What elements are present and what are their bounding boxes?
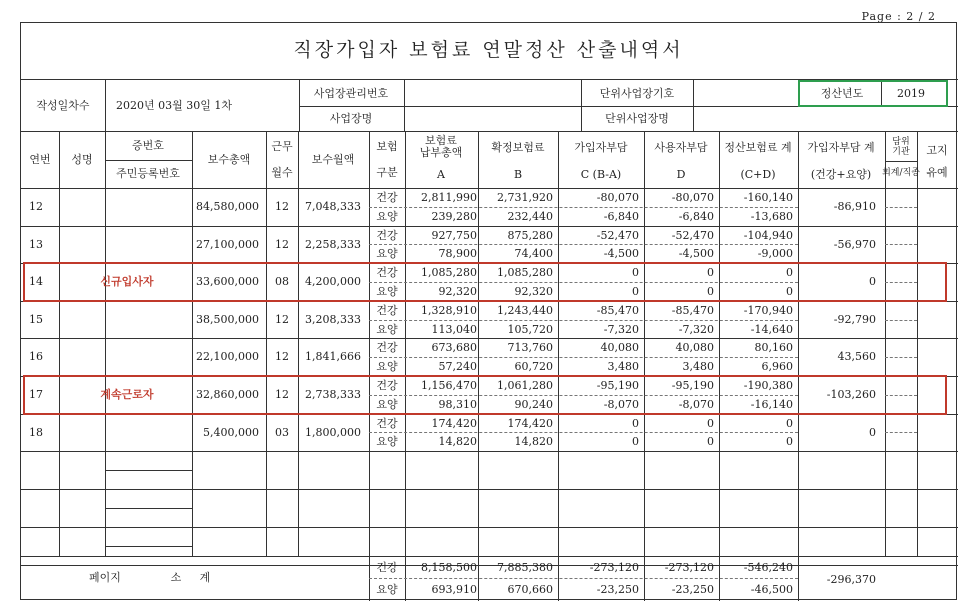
row-care-value: -13,680 bbox=[750, 209, 793, 223]
year-label: 정산년도 bbox=[820, 87, 864, 100]
row-health-value: -95,190 bbox=[596, 379, 639, 392]
row-care-value: 74,400 bbox=[514, 247, 553, 261]
row-care-value: 0 bbox=[786, 285, 793, 298]
row-health-value: 0 bbox=[786, 266, 793, 280]
col-paid-mid: 납부총액 bbox=[419, 146, 463, 159]
row-divider bbox=[21, 226, 958, 227]
row-care-value: 232,440 bbox=[507, 209, 553, 223]
row-care-value: 0 bbox=[707, 285, 714, 298]
row-ins-care: 요양 bbox=[376, 209, 398, 223]
rule-h bbox=[21, 556, 958, 557]
row-months: 12 bbox=[275, 312, 289, 326]
rule-v bbox=[885, 131, 886, 556]
rule-dashed bbox=[885, 207, 917, 208]
col-ins-bottom: 구분 bbox=[376, 166, 398, 179]
row-total-pay: 5,400,000 bbox=[203, 425, 259, 439]
rule-dashed bbox=[885, 432, 917, 433]
rule-v bbox=[405, 131, 406, 556]
row-total-pay: 22,100,000 bbox=[196, 350, 259, 364]
col-name: 성명 bbox=[71, 153, 93, 166]
row-care-value: -6,840 bbox=[678, 209, 714, 223]
subtotal-care-value: -23,250 bbox=[671, 583, 714, 596]
row-total-pay: 27,100,000 bbox=[196, 237, 259, 251]
row-health-value: 2,731,920 bbox=[497, 191, 553, 204]
col-agency-mid: 기관 bbox=[892, 147, 910, 157]
subtotal-care-value: 670,660 bbox=[507, 583, 553, 596]
year-value: 2019 bbox=[897, 87, 925, 100]
row-health-value: -170,940 bbox=[743, 303, 793, 317]
row-health-value: -104,940 bbox=[743, 228, 793, 242]
row-health-value: 1,085,280 bbox=[497, 266, 553, 280]
subtotal-sum: -296,370 bbox=[826, 573, 876, 586]
row-health-value: -85,470 bbox=[671, 303, 714, 317]
rule-dashed bbox=[885, 244, 917, 245]
row-monthly-pay: 2,258,333 bbox=[305, 237, 361, 251]
row-sub-total: -56,970 bbox=[833, 237, 876, 251]
row-ins-care: 요양 bbox=[376, 322, 398, 336]
biz-mgmt-label: 사업장관리번호 bbox=[313, 87, 389, 100]
col-id: 증번호 bbox=[132, 139, 164, 152]
col-ins-top: 보험 bbox=[376, 140, 398, 153]
col-months-top: 근무 bbox=[271, 140, 293, 153]
row-sub-total: 0 bbox=[869, 425, 876, 439]
rule-v bbox=[192, 131, 193, 556]
row-health-value: -52,470 bbox=[671, 228, 714, 242]
rule-v bbox=[59, 131, 60, 556]
row-seq: 15 bbox=[29, 312, 43, 326]
row-months: 12 bbox=[275, 237, 289, 251]
subtotal-health-value: -273,120 bbox=[589, 561, 639, 574]
col-notice-bottom: 유예 bbox=[926, 166, 948, 179]
col-months-bottom: 월수 bbox=[271, 166, 293, 179]
row-health-value: -95,190 bbox=[671, 379, 714, 392]
row-care-value: -4,500 bbox=[603, 247, 639, 261]
row-ins-care: 요양 bbox=[376, 397, 398, 411]
empty-row-divider bbox=[105, 470, 192, 471]
row-ins-health: 건강 bbox=[376, 191, 398, 204]
row-care-value: 14,820 bbox=[514, 435, 553, 449]
rule-v bbox=[299, 79, 300, 131]
document-title: 직장가입자 보험료 연말정산 산출내역서 bbox=[293, 39, 684, 61]
row-sub-total: -92,790 bbox=[833, 312, 876, 326]
row-total-pay: 38,500,000 bbox=[196, 312, 259, 326]
row-monthly-pay: 2,738,333 bbox=[305, 388, 361, 401]
row-months: 12 bbox=[275, 350, 289, 364]
rule-h bbox=[21, 188, 958, 189]
row-seq: 12 bbox=[29, 200, 43, 213]
subtotal-health-value: 7,885,380 bbox=[497, 561, 553, 574]
row-care-value: -8,070 bbox=[603, 397, 639, 411]
row-care-value: 60,720 bbox=[514, 360, 553, 374]
highlight-box-row bbox=[23, 262, 947, 302]
col-total-pay: 보수총액 bbox=[207, 153, 251, 166]
row-seq: 17 bbox=[29, 388, 43, 401]
rule-v bbox=[369, 131, 370, 556]
row-months: 08 bbox=[275, 275, 289, 289]
row-monthly-pay: 1,800,000 bbox=[305, 425, 361, 439]
col-agency-top: 담위 bbox=[892, 137, 910, 147]
row-health-value: 875,280 bbox=[507, 228, 553, 242]
rule-h bbox=[105, 160, 192, 161]
col-monthly-pay: 보수월액 bbox=[311, 153, 355, 166]
row-ins-health: 건강 bbox=[376, 341, 398, 355]
row-ins-health: 건강 bbox=[376, 228, 398, 242]
rule-v bbox=[478, 131, 479, 556]
row-health-value: 2,811,990 bbox=[421, 191, 477, 204]
row-sub-total: -103,260 bbox=[826, 388, 876, 401]
row-total-pay: 33,600,000 bbox=[196, 275, 259, 289]
row-sub-total: -86,910 bbox=[833, 200, 876, 213]
subtotal-care-value: -46,500 bbox=[750, 583, 793, 596]
row-care-value: -7,320 bbox=[678, 322, 714, 336]
row-health-value: -80,070 bbox=[671, 191, 714, 204]
col-confirmed-letter: B bbox=[513, 168, 523, 181]
row-care-value: 105,720 bbox=[507, 322, 553, 336]
row-monthly-pay: 1,841,666 bbox=[305, 350, 361, 364]
row-care-value: 0 bbox=[786, 435, 793, 449]
rule-v bbox=[105, 79, 106, 131]
rule-v bbox=[798, 556, 799, 601]
col-subscriber: 가입자부담 bbox=[574, 141, 628, 154]
col-settle-letter: (C+D) bbox=[740, 168, 776, 181]
row-health-value: 1,156,470 bbox=[421, 379, 477, 392]
row-monthly-pay: 4,200,000 bbox=[305, 275, 361, 289]
row-care-value: 92,320 bbox=[438, 285, 477, 298]
biz-name-label: 사업장명 bbox=[329, 112, 373, 125]
row-health-value: 40,080 bbox=[675, 341, 714, 355]
row-seq: 16 bbox=[29, 350, 43, 364]
col-confirmed: 확정보험료 bbox=[491, 141, 545, 154]
row-care-value: 0 bbox=[632, 285, 639, 298]
rule-dashed bbox=[885, 357, 917, 358]
rule-v bbox=[581, 79, 582, 131]
row-care-value: -6,840 bbox=[603, 209, 639, 223]
row-health-value: 174,420 bbox=[507, 416, 553, 430]
row-seq: 14 bbox=[29, 275, 43, 289]
row-seq: 18 bbox=[29, 425, 43, 439]
row-health-value: 1,061,280 bbox=[497, 379, 553, 392]
subtotal-care-value: -23,250 bbox=[596, 583, 639, 596]
rule-v bbox=[266, 131, 267, 556]
row-care-value: -4,500 bbox=[678, 247, 714, 261]
rule-dashed bbox=[369, 357, 798, 358]
subtotal-label-a: 페이지 bbox=[89, 571, 121, 584]
row-ins-health: 건강 bbox=[376, 416, 398, 430]
unit-name-label: 단위사업장명 bbox=[605, 112, 669, 125]
rule-dashed bbox=[369, 207, 798, 208]
row-monthly-pay: 7,048,333 bbox=[305, 200, 361, 213]
row-health-value: -80,070 bbox=[596, 191, 639, 204]
row-care-value: 57,240 bbox=[438, 360, 477, 374]
row-health-value: 1,085,280 bbox=[421, 266, 477, 280]
row-health-value: 927,750 bbox=[431, 228, 477, 242]
row-sub-total: 0 bbox=[869, 275, 876, 289]
row-care-value: 3,480 bbox=[682, 360, 714, 374]
row-sub-total: 43,560 bbox=[837, 350, 876, 364]
row-months: 03 bbox=[275, 425, 289, 439]
settlement-sheet bbox=[20, 22, 957, 600]
row-name: 신규입사자 bbox=[100, 275, 154, 289]
col-settle: 정산보험료 계 bbox=[724, 141, 792, 154]
highlight-box-row bbox=[23, 375, 947, 415]
row-monthly-pay: 3,208,333 bbox=[305, 312, 361, 326]
row-ins-care: 요양 bbox=[376, 247, 398, 261]
rule-h bbox=[21, 131, 958, 132]
row-care-value: 90,240 bbox=[514, 397, 553, 411]
row-ins-health: 건강 bbox=[376, 266, 398, 280]
row-care-value: 78,900 bbox=[438, 247, 477, 261]
row-health-value: 673,680 bbox=[431, 341, 477, 355]
row-divider bbox=[21, 338, 958, 339]
row-care-value: 0 bbox=[632, 435, 639, 449]
row-name: 계속근로자 bbox=[100, 388, 154, 401]
created-value: 2020년 03월 30일 1차 bbox=[116, 99, 232, 112]
empty-row-divider bbox=[105, 546, 192, 547]
subtotal-label-b: 소 bbox=[170, 571, 182, 584]
col-sub-total-sub: (건강+요양) bbox=[810, 168, 872, 181]
col-resident-id: 주민등록번호 bbox=[116, 167, 180, 180]
row-care-value: -7,320 bbox=[603, 322, 639, 336]
rule-v bbox=[693, 79, 694, 131]
rule-dashed bbox=[369, 578, 798, 579]
subtotal-health-value: -546,240 bbox=[743, 561, 793, 574]
row-health-value: -190,380 bbox=[743, 379, 793, 392]
row-health-value: 0 bbox=[632, 266, 639, 280]
row-seq: 13 bbox=[29, 237, 43, 251]
rule-v bbox=[917, 131, 918, 556]
rule-v bbox=[558, 131, 559, 556]
created-label: 작성일차수 bbox=[36, 99, 90, 112]
row-ins-care: 요양 bbox=[376, 435, 398, 449]
subtotal-ins-health: 건강 bbox=[376, 561, 398, 574]
row-health-value: 0 bbox=[786, 416, 793, 430]
row-total-pay: 32,860,000 bbox=[196, 388, 259, 401]
row-health-value: -160,140 bbox=[743, 191, 793, 204]
subtotal-ins-care: 요양 bbox=[376, 583, 398, 596]
rule-dashed bbox=[885, 320, 917, 321]
row-health-value: 174,420 bbox=[431, 416, 477, 430]
row-health-value: 80,160 bbox=[754, 341, 793, 355]
row-care-value: 92,320 bbox=[514, 285, 553, 298]
rule-h bbox=[885, 161, 917, 162]
row-ins-health: 건강 bbox=[376, 303, 398, 317]
empty-row-divider bbox=[21, 565, 958, 566]
page-number: Page : 2 / 2 bbox=[861, 10, 936, 23]
subtotal-care-value: 693,910 bbox=[431, 583, 477, 596]
unit-code-label: 단위사업장기호 bbox=[599, 87, 675, 100]
row-ins-care: 요양 bbox=[376, 285, 398, 298]
year-highlight-box bbox=[798, 80, 948, 107]
row-care-value: -14,640 bbox=[750, 322, 793, 336]
rule-dashed bbox=[369, 244, 798, 245]
col-sub-total: 가입자부담 계 bbox=[807, 141, 875, 154]
row-care-value: 6,960 bbox=[761, 360, 793, 374]
row-health-value: 0 bbox=[707, 416, 714, 430]
row-ins-health: 건강 bbox=[376, 379, 398, 392]
row-health-value: -52,470 bbox=[596, 228, 639, 242]
subtotal-label-c: 계 bbox=[199, 571, 211, 584]
row-care-value: 0 bbox=[707, 435, 714, 449]
row-health-value: -85,470 bbox=[596, 303, 639, 317]
empty-row-divider bbox=[105, 508, 192, 509]
row-care-value: 239,280 bbox=[431, 209, 477, 223]
rule-v bbox=[719, 131, 720, 556]
rule-dashed bbox=[369, 320, 798, 321]
rule-v bbox=[798, 131, 799, 556]
rule-v bbox=[404, 79, 405, 131]
row-months: 12 bbox=[275, 200, 289, 213]
row-health-value: 0 bbox=[632, 416, 639, 430]
row-care-value: 14,820 bbox=[438, 435, 477, 449]
row-ins-care: 요양 bbox=[376, 360, 398, 374]
row-total-pay: 84,580,000 bbox=[196, 200, 259, 213]
row-care-value: 98,310 bbox=[438, 397, 477, 411]
row-care-value: 113,040 bbox=[431, 322, 477, 336]
row-care-value: 3,480 bbox=[607, 360, 639, 374]
rule-v bbox=[644, 131, 645, 556]
rule-v bbox=[298, 131, 299, 556]
rule-dashed bbox=[369, 432, 798, 433]
row-health-value: 40,080 bbox=[600, 341, 639, 355]
row-health-value: 1,328,910 bbox=[421, 303, 477, 317]
col-paid-top: 보험료 bbox=[425, 134, 457, 147]
row-care-value: -16,140 bbox=[750, 397, 793, 411]
col-employer: 사용자부담 bbox=[654, 141, 708, 154]
row-health-value: 0 bbox=[707, 266, 714, 280]
col-agency-bottom: 회계/직종 bbox=[882, 168, 920, 178]
row-health-value: 1,243,440 bbox=[497, 303, 553, 317]
empty-row-divider bbox=[21, 489, 958, 490]
rule-v bbox=[105, 131, 106, 556]
col-paid-letter: A bbox=[437, 168, 445, 181]
col-employer-letter: D bbox=[676, 168, 686, 181]
row-health-value: 713,760 bbox=[507, 341, 553, 355]
subtotal-health-value: 8,158,500 bbox=[421, 561, 477, 574]
empty-row-divider bbox=[21, 527, 958, 528]
row-divider bbox=[21, 451, 958, 452]
subtotal-health-value: -273,120 bbox=[664, 561, 714, 574]
row-months: 12 bbox=[275, 388, 289, 401]
row-care-value: -9,000 bbox=[757, 247, 793, 261]
col-notice-top: 고지 bbox=[926, 144, 948, 157]
col-subscriber-letter: C (B-A) bbox=[580, 168, 622, 181]
row-care-value: -8,070 bbox=[678, 397, 714, 411]
col-seq: 연번 bbox=[29, 153, 51, 166]
